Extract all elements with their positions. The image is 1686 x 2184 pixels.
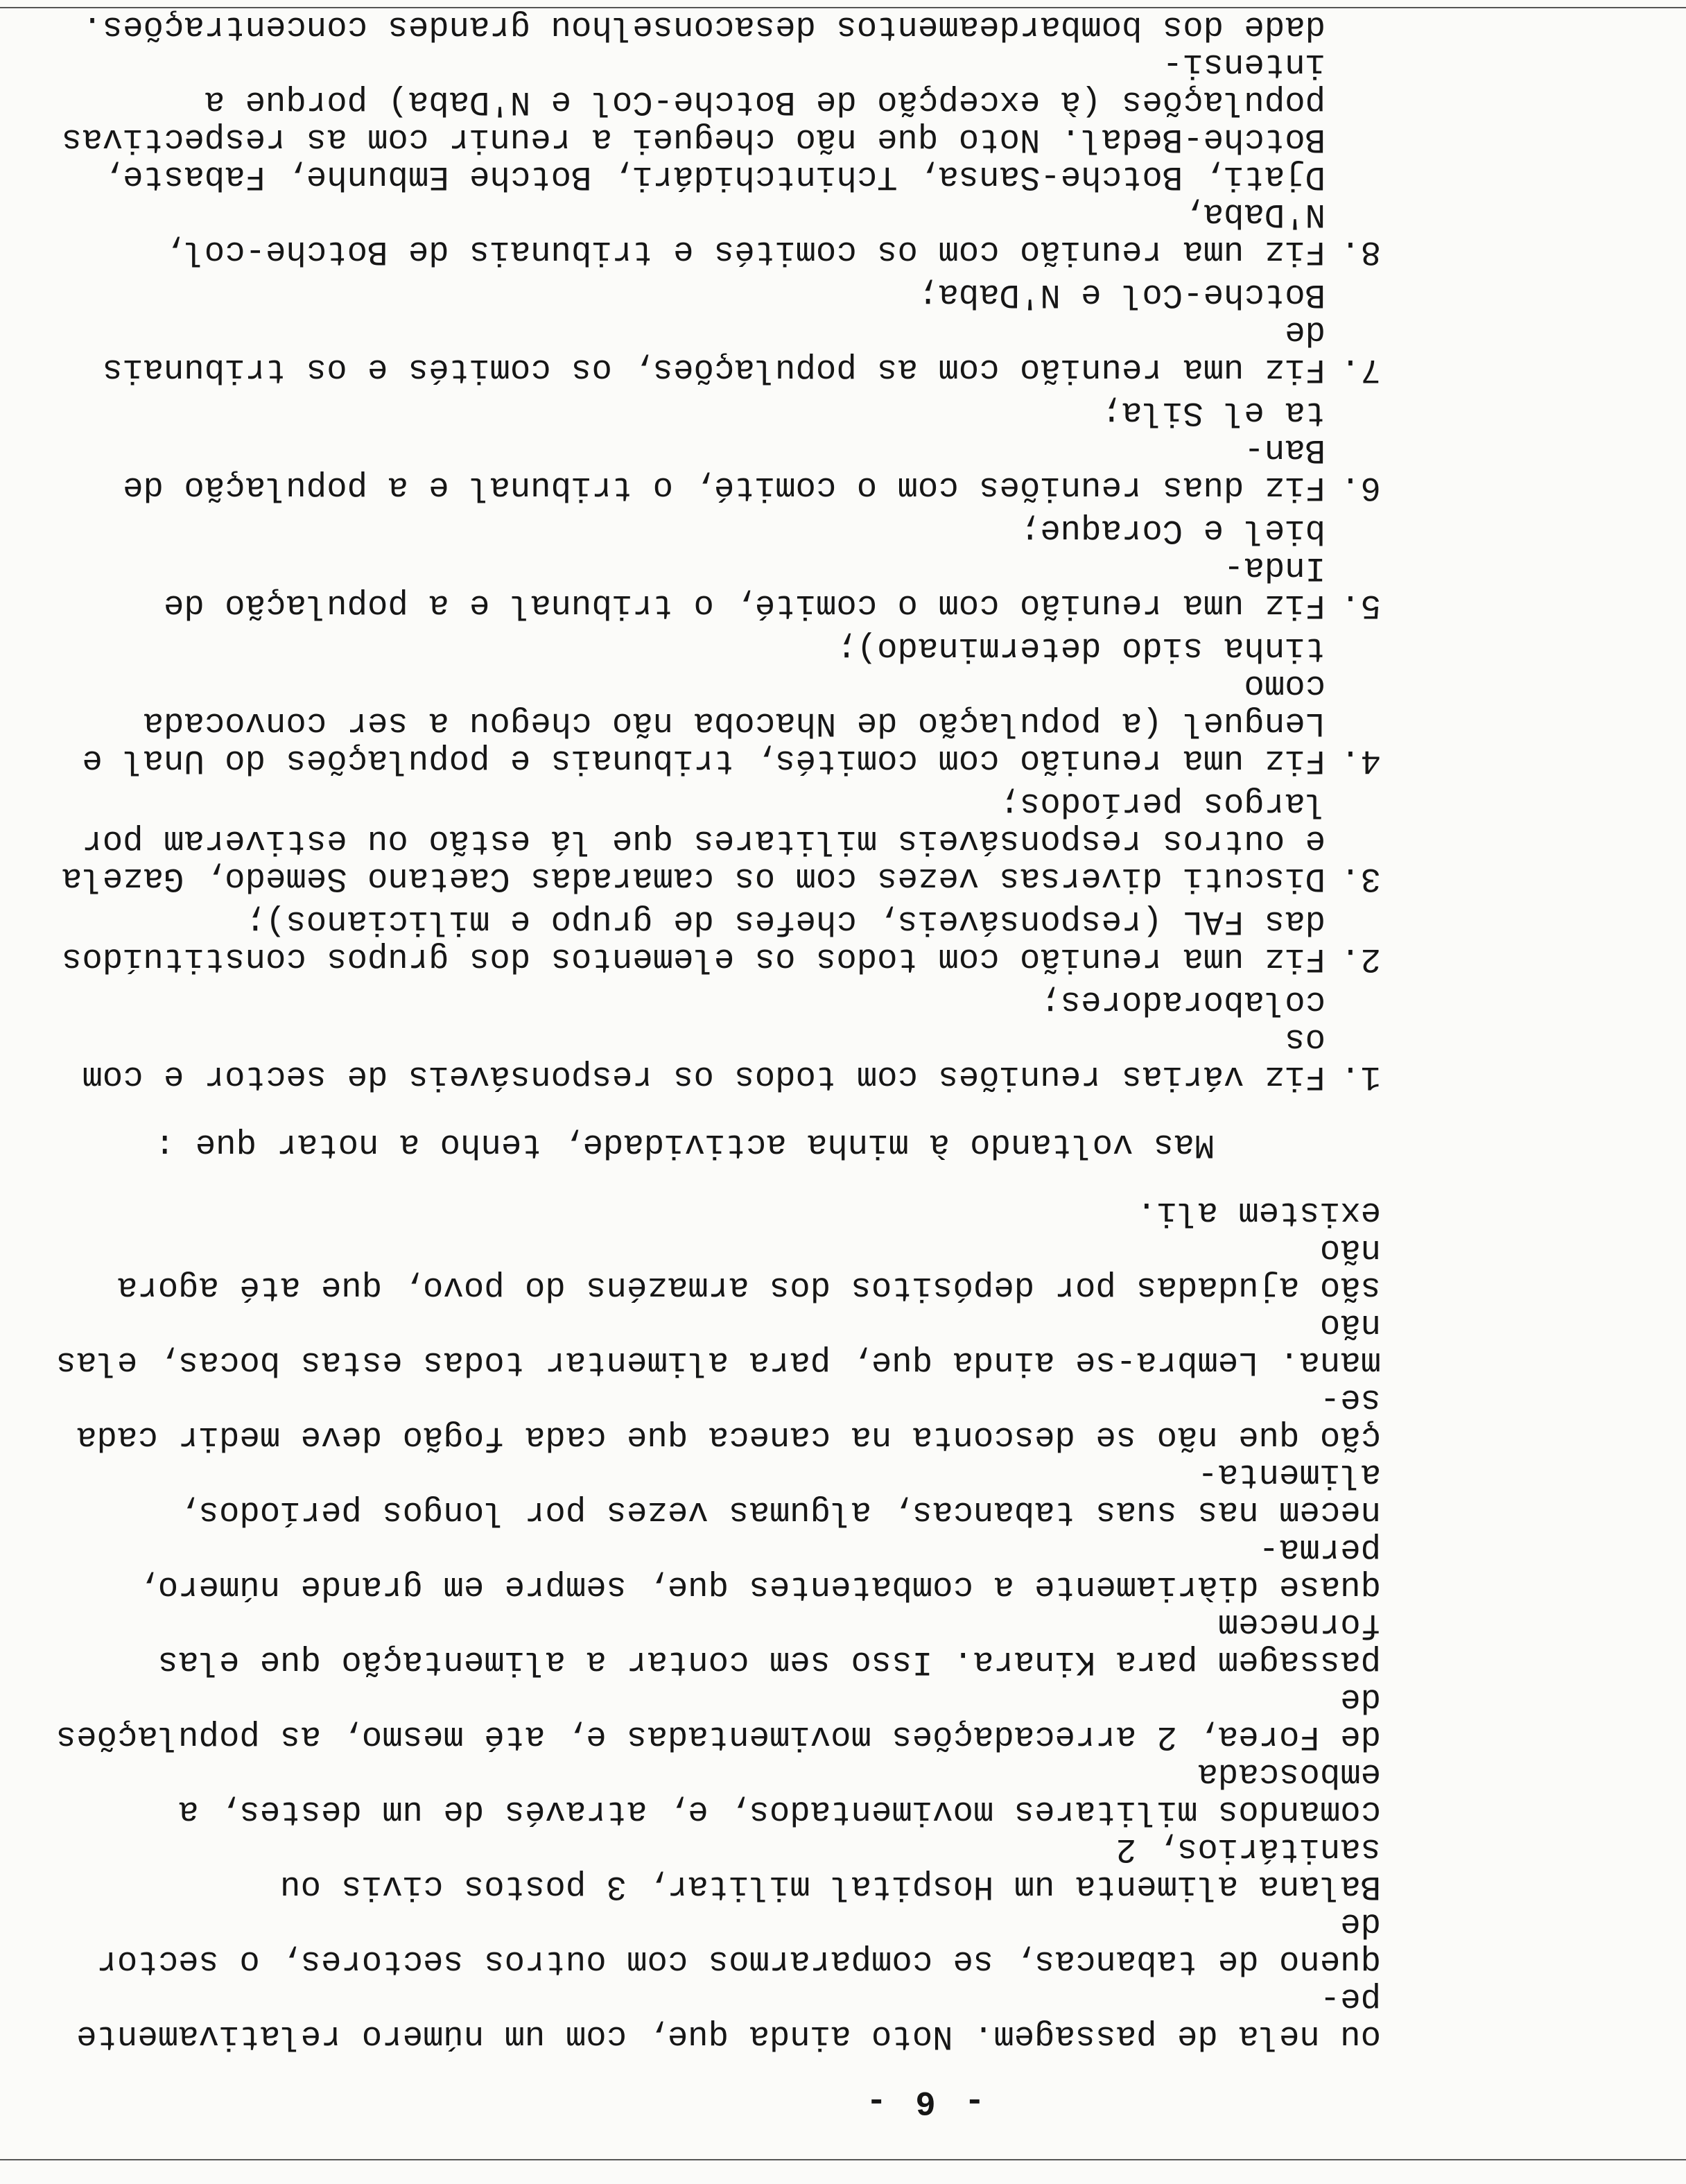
item-text: Fiz duas reuniões com o comité, o tribunal e a população de Ban- ta el Sila; <box>123 393 1326 507</box>
list-item <box>50 512 1381 624</box>
item-number: 7. <box>1340 350 1381 389</box>
item-number: 8. <box>1340 232 1381 271</box>
item-text: Fiz uma reunião com comités, tribunais e populações do Unal e Lenguel (a população de Nhacoba não chegou a ser convocada como tinha sido determinado); <box>82 629 1326 780</box>
item-number: 6. <box>1340 468 1381 507</box>
item-number: 4. <box>1340 741 1381 780</box>
text-block <box>50 0 1381 2120</box>
scan-edge-top <box>0 2159 1686 2160</box>
list-item <box>50 394 1381 506</box>
item-number: 2. <box>1340 939 1381 978</box>
list-item <box>50 276 1381 388</box>
list-item <box>50 903 1381 978</box>
item-text: Fiz uma reunião com o comité, o tribunal e a população de Inda- biel e Coraque; <box>163 511 1326 625</box>
list-item <box>50 8 1381 270</box>
list-item <box>50 983 1381 1095</box>
item-text: Fiz uma reunião com as populações, os comités e os tribunais de Botche-Col e N'Daba; <box>102 275 1326 389</box>
item-number: 5. <box>1340 586 1381 625</box>
item-number: 1. <box>1340 1057 1381 1096</box>
lead-sentence: Mas voltando à minha actividade, tenho a notar que : <box>154 1125 1215 1164</box>
item-number: 3. <box>1340 859 1381 898</box>
item-text: Discuti diversas vezes com os camaradas Caetano Semedo, Gazela e outros responsáveis militares que lá estão ou estiveram por largos períodos; <box>61 784 1326 898</box>
list-item <box>50 785 1381 897</box>
item-text: Fiz uma reunião com todos os elementos dos grupos constituídos das FAL (responsáveis, chefes de grupo e milicianos); <box>61 902 1326 978</box>
activity-list <box>50 8 1381 1095</box>
page-number: - 6 - <box>862 2082 985 2121</box>
item-text: Fiz várias reuniões com todos os responsáveis de sector e com os colaboradores; <box>82 982 1326 1096</box>
item-text: Fiz uma reunião com os comités e tribunais de Botche-col, N'Daba, Djati, Botche-Sansa, Tchintchidári, Botche Embunhe, Fabaste, Botche-Bedal. Noto que não cheguei a reunir com as respectivas populações (à excepção de Botche-Col e N'Daba) porque a intensi- dade dos bombardeamentos desaconselhou grandes concentrações. <box>61 8 1326 271</box>
list-item <box>50 630 1381 779</box>
intro-paragraph: ou nela de passagem. Noto ainda que, com um número relativamente pe- queno de tabancas, se compararmos com outros sectores, o sector de Balana alimenta um Hospital militar, 3 postos civis ou sanitários, 2 comandos militares movimentados, e, através de um destes, a emboscada de Forea, 2 arrecadações movimentadas e, até mesmo, as populações de passagem para Kinara. Isso sem contar a alimentação que elas fornecem quase diàriamente a combatentes que, sempre em grande número, perma- necem nas suas tabancas, algumas vezes por longos períodos, alimenta- ção que não se desconta na caneca que cada fogão deve medir cada se- mana. Lembra-se ainda que, para alimentar todas estas bocas, elas não são ajudadas por depósitos dos armazéns do povo, que até agora não existem ali. <box>55 1193 1381 2056</box>
